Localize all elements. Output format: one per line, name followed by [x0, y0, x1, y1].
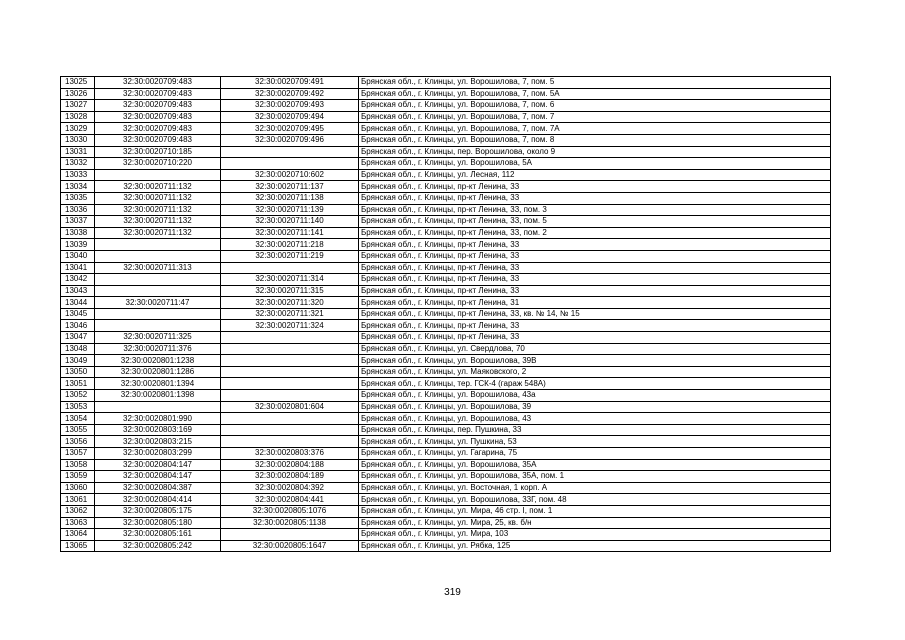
address-cell: Брянская обл., г. Клинцы, пр-кт Ленина, 33 — [359, 262, 831, 274]
building-cadastral-number-cell — [221, 262, 359, 274]
table-row — [61, 192, 831, 204]
table-row — [61, 77, 831, 89]
row-number-cell: 13043 — [61, 285, 95, 297]
building-cadastral-number-cell: 32:30:0020711:141 — [221, 227, 359, 239]
address-cell: Брянская обл., г. Клинцы, пер. Пушкина, 33 — [359, 424, 831, 436]
row-number-cell: 13052 — [61, 390, 95, 402]
address-cell: Брянская обл., г. Клинцы, ул. Мира, 25, кв. б/н — [359, 517, 831, 529]
address-cell: Брянская обл., г. Клинцы, пр-кт Ленина, 33 — [359, 181, 831, 193]
table-row — [61, 505, 831, 517]
building-cadastral-number-cell — [221, 332, 359, 344]
building-cadastral-number-cell: 32:30:0020709:495 — [221, 123, 359, 135]
row-number-cell: 13060 — [61, 482, 95, 494]
cadastral-number-cell: 32:30:0020709:483 — [95, 134, 221, 146]
cadastral-number-cell: 32:30:0020804:414 — [95, 494, 221, 506]
building-cadastral-number-cell — [221, 390, 359, 402]
row-number-cell: 13030 — [61, 134, 95, 146]
building-cadastral-number-cell: 32:30:0020711:321 — [221, 308, 359, 320]
address-cell: Брянская обл., г. Клинцы, пр-кт Ленина, 31 — [359, 297, 831, 309]
cadastral-number-cell: 32:30:0020711:132 — [95, 204, 221, 216]
cadastral-number-cell: 32:30:0020801:990 — [95, 413, 221, 425]
building-cadastral-number-cell — [221, 413, 359, 425]
row-number-cell: 13059 — [61, 471, 95, 483]
table-row — [61, 459, 831, 471]
building-cadastral-number-cell — [221, 343, 359, 355]
building-cadastral-number-cell: 32:30:0020804:189 — [221, 471, 359, 483]
address-cell: Брянская обл., г. Клинцы, ул. Ворошилова, 7, пом. 7 — [359, 111, 831, 123]
address-cell: Брянская обл., г. Клинцы, ул. Пушкина, 53 — [359, 436, 831, 448]
building-cadastral-number-cell: 32:30:0020710:602 — [221, 169, 359, 181]
row-number-cell: 13040 — [61, 250, 95, 262]
table-row — [61, 100, 831, 112]
table-row — [61, 320, 831, 332]
row-number-cell: 13056 — [61, 436, 95, 448]
row-number-cell: 13032 — [61, 158, 95, 170]
building-cadastral-number-cell: 32:30:0020711:315 — [221, 285, 359, 297]
address-cell: Брянская обл., г. Клинцы, ул. Рябка, 125 — [359, 540, 831, 552]
table-row — [61, 216, 831, 228]
address-cell: Брянская обл., г. Клинцы, пр-кт Ленина, 33 — [359, 239, 831, 251]
table-row — [61, 308, 831, 320]
table-row — [61, 436, 831, 448]
address-cell: Брянская обл., г. Клинцы, ул. Ворошилова, 7, пом. 8 — [359, 134, 831, 146]
row-number-cell: 13064 — [61, 529, 95, 541]
address-cell: Брянская обл., г. Клинцы, ул. Мира, 46 стр. I, пом. 1 — [359, 505, 831, 517]
row-number-cell: 13053 — [61, 401, 95, 413]
row-number-cell: 13049 — [61, 355, 95, 367]
row-number-cell: 13045 — [61, 308, 95, 320]
table-row — [61, 378, 831, 390]
row-number-cell: 13047 — [61, 332, 95, 344]
address-cell: Брянская обл., г. Клинцы, тер. ГСК-4 (гараж 548А) — [359, 378, 831, 390]
table-row — [61, 158, 831, 170]
row-number-cell: 13048 — [61, 343, 95, 355]
table-row — [61, 494, 831, 506]
address-cell: Брянская обл., г. Клинцы, ул. Ворошилова, 39В — [359, 355, 831, 367]
table-row — [61, 111, 831, 123]
table-row — [61, 169, 831, 181]
table-row — [61, 146, 831, 158]
building-cadastral-number-cell: 32:30:0020711:324 — [221, 320, 359, 332]
address-cell: Брянская обл., г. Клинцы, ул. Мира, 103 — [359, 529, 831, 541]
table-row — [61, 517, 831, 529]
cadastral-number-cell: 32:30:0020804:147 — [95, 471, 221, 483]
building-cadastral-number-cell — [221, 436, 359, 448]
cadastral-number-cell: 32:30:0020711:132 — [95, 192, 221, 204]
cadastral-number-cell: 32:30:0020709:483 — [95, 123, 221, 135]
table-row — [61, 123, 831, 135]
address-cell: Брянская обл., г. Клинцы, ул. Свердлова, 70 — [359, 343, 831, 355]
cadastral-number-cell: 32:30:0020711:47 — [95, 297, 221, 309]
row-number-cell: 13041 — [61, 262, 95, 274]
address-cell: Брянская обл., г. Клинцы, пр-кт Ленина, 33 — [359, 320, 831, 332]
row-number-cell: 13042 — [61, 274, 95, 286]
table-row — [61, 540, 831, 552]
row-number-cell: 13065 — [61, 540, 95, 552]
address-cell: Брянская обл., г. Клинцы, ул. Гагарина, 75 — [359, 448, 831, 460]
address-cell: Брянская обл., г. Клинцы, ул. Ворошилова, 7, пом. 6 — [359, 100, 831, 112]
cadastral-number-cell — [95, 239, 221, 251]
registry-table — [60, 76, 831, 552]
row-number-cell: 13055 — [61, 424, 95, 436]
building-cadastral-number-cell: 32:30:0020804:188 — [221, 459, 359, 471]
address-cell: Брянская обл., г. Клинцы, ул. Ворошилова, 35А, пом. 1 — [359, 471, 831, 483]
building-cadastral-number-cell: 32:30:0020711:137 — [221, 181, 359, 193]
cadastral-number-cell — [95, 250, 221, 262]
row-number-cell: 13054 — [61, 413, 95, 425]
building-cadastral-number-cell — [221, 355, 359, 367]
address-cell: Брянская обл., г. Клинцы, ул. Ворошилова, 39 — [359, 401, 831, 413]
cadastral-number-cell: 32:30:0020709:483 — [95, 111, 221, 123]
table-row — [61, 401, 831, 413]
cadastral-number-cell — [95, 285, 221, 297]
row-number-cell: 13063 — [61, 517, 95, 529]
building-cadastral-number-cell: 32:30:0020709:492 — [221, 88, 359, 100]
address-cell: Брянская обл., г. Клинцы, пр-кт Ленина, 33 — [359, 332, 831, 344]
building-cadastral-number-cell: 32:30:0020711:139 — [221, 204, 359, 216]
table-row — [61, 262, 831, 274]
table-row — [61, 88, 831, 100]
building-cadastral-number-cell: 32:30:0020711:138 — [221, 192, 359, 204]
address-cell: Брянская обл., г. Клинцы, ул. Маяковского, 2 — [359, 366, 831, 378]
address-cell: Брянская обл., г. Клинцы, ул. Ворошилова, 43а — [359, 390, 831, 402]
building-cadastral-number-cell: 32:30:0020803:376 — [221, 448, 359, 460]
row-number-cell: 13044 — [61, 297, 95, 309]
registry-table-body — [61, 77, 831, 552]
cadastral-number-cell — [95, 274, 221, 286]
row-number-cell: 13034 — [61, 181, 95, 193]
building-cadastral-number-cell: 32:30:0020805:1076 — [221, 505, 359, 517]
table-row — [61, 239, 831, 251]
row-number-cell: 13038 — [61, 227, 95, 239]
building-cadastral-number-cell — [221, 366, 359, 378]
building-cadastral-number-cell: 32:30:0020709:496 — [221, 134, 359, 146]
building-cadastral-number-cell: 32:30:0020711:320 — [221, 297, 359, 309]
address-cell: Брянская обл., г. Клинцы, ул. Лесная, 112 — [359, 169, 831, 181]
row-number-cell: 13062 — [61, 505, 95, 517]
table-row — [61, 529, 831, 541]
cadastral-number-cell: 32:30:0020709:483 — [95, 100, 221, 112]
cadastral-number-cell: 32:30:0020805:242 — [95, 540, 221, 552]
cadastral-number-cell: 32:30:0020711:313 — [95, 262, 221, 274]
cadastral-number-cell: 32:30:0020711:132 — [95, 216, 221, 228]
cadastral-number-cell: 32:30:0020711:132 — [95, 181, 221, 193]
table-row — [61, 181, 831, 193]
address-cell: Брянская обл., г. Клинцы, пр-кт Ленина, 33 — [359, 285, 831, 297]
cadastral-number-cell: 32:30:0020711:325 — [95, 332, 221, 344]
building-cadastral-number-cell: 32:30:0020709:491 — [221, 77, 359, 89]
cadastral-number-cell — [95, 401, 221, 413]
building-cadastral-number-cell: 32:30:0020711:314 — [221, 274, 359, 286]
building-cadastral-number-cell — [221, 378, 359, 390]
building-cadastral-number-cell — [221, 146, 359, 158]
address-cell: Брянская обл., г. Клинцы, ул. Ворошилова, 35А — [359, 459, 831, 471]
row-number-cell: 13039 — [61, 239, 95, 251]
row-number-cell: 13029 — [61, 123, 95, 135]
cadastral-number-cell — [95, 169, 221, 181]
table-row — [61, 297, 831, 309]
table-row — [61, 285, 831, 297]
address-cell: Брянская обл., г. Клинцы, ул. Ворошилова, 43 — [359, 413, 831, 425]
cadastral-number-cell: 32:30:0020803:299 — [95, 448, 221, 460]
cadastral-number-cell: 32:30:0020710:185 — [95, 146, 221, 158]
table-row — [61, 343, 831, 355]
cadastral-number-cell: 32:30:0020804:147 — [95, 459, 221, 471]
row-number-cell: 13035 — [61, 192, 95, 204]
address-cell: Брянская обл., г. Клинцы, пр-кт Ленина, 33 — [359, 274, 831, 286]
cadastral-number-cell: 32:30:0020709:483 — [95, 77, 221, 89]
cadastral-number-cell: 32:30:0020805:180 — [95, 517, 221, 529]
table-row — [61, 204, 831, 216]
building-cadastral-number-cell: 32:30:0020804:441 — [221, 494, 359, 506]
address-cell: Брянская обл., г. Клинцы, пр-кт Ленина, 33 — [359, 192, 831, 204]
table-row — [61, 471, 831, 483]
cadastral-number-cell: 32:30:0020803:169 — [95, 424, 221, 436]
building-cadastral-number-cell: 32:30:0020805:1647 — [221, 540, 359, 552]
row-number-cell: 13061 — [61, 494, 95, 506]
table-row — [61, 482, 831, 494]
row-number-cell: 13028 — [61, 111, 95, 123]
table-row — [61, 332, 831, 344]
row-number-cell: 13027 — [61, 100, 95, 112]
building-cadastral-number-cell: 32:30:0020711:218 — [221, 239, 359, 251]
address-cell: Брянская обл., г. Клинцы, ул. Ворошилова, 33Г, пом. 48 — [359, 494, 831, 506]
cadastral-number-cell: 32:30:0020804:387 — [95, 482, 221, 494]
table-row — [61, 274, 831, 286]
cadastral-number-cell: 32:30:0020801:1394 — [95, 378, 221, 390]
table-row — [61, 355, 831, 367]
address-cell: Брянская обл., г. Клинцы, ул. Ворошилова, 7, пом. 7А — [359, 123, 831, 135]
cadastral-number-cell: 32:30:0020801:1238 — [95, 355, 221, 367]
building-cadastral-number-cell — [221, 424, 359, 436]
cadastral-number-cell: 32:30:0020710:220 — [95, 158, 221, 170]
address-cell: Брянская обл., г. Клинцы, пр-кт Ленина, 33, пом. 3 — [359, 204, 831, 216]
row-number-cell: 13058 — [61, 459, 95, 471]
address-cell: Брянская обл., г. Клинцы, ул. Восточная, 1 корп. А — [359, 482, 831, 494]
cadastral-number-cell — [95, 320, 221, 332]
building-cadastral-number-cell: 32:30:0020709:493 — [221, 100, 359, 112]
cadastral-number-cell: 32:30:0020805:175 — [95, 505, 221, 517]
table-row — [61, 413, 831, 425]
row-number-cell: 13051 — [61, 378, 95, 390]
address-cell: Брянская обл., г. Клинцы, ул. Ворошилова, 7, пом. 5А — [359, 88, 831, 100]
address-cell: Брянская обл., г. Клинцы, пер. Ворошилова, около 9 — [359, 146, 831, 158]
cadastral-number-cell: 32:30:0020803:215 — [95, 436, 221, 448]
cadastral-number-cell: 32:30:0020805:161 — [95, 529, 221, 541]
building-cadastral-number-cell — [221, 158, 359, 170]
cadastral-number-cell: 32:30:0020711:132 — [95, 227, 221, 239]
address-cell: Брянская обл., г. Клинцы, пр-кт Ленина, 33, пом. 2 — [359, 227, 831, 239]
building-cadastral-number-cell: 32:30:0020805:1138 — [221, 517, 359, 529]
row-number-cell: 13037 — [61, 216, 95, 228]
building-cadastral-number-cell: 32:30:0020804:392 — [221, 482, 359, 494]
row-number-cell: 13026 — [61, 88, 95, 100]
table-row — [61, 227, 831, 239]
row-number-cell: 13057 — [61, 448, 95, 460]
cadastral-number-cell: 32:30:0020801:1398 — [95, 390, 221, 402]
table-row — [61, 366, 831, 378]
row-number-cell: 13036 — [61, 204, 95, 216]
address-cell: Брянская обл., г. Клинцы, ул. Ворошилова, 7, пом. 5 — [359, 77, 831, 89]
cadastral-number-cell — [95, 308, 221, 320]
row-number-cell: 13025 — [61, 77, 95, 89]
address-cell: Брянская обл., г. Клинцы, ул. Ворошилова, 5А — [359, 158, 831, 170]
page-number: 319 — [444, 587, 461, 598]
table-row — [61, 448, 831, 460]
building-cadastral-number-cell: 32:30:0020711:219 — [221, 250, 359, 262]
row-number-cell: 13031 — [61, 146, 95, 158]
table-row — [61, 134, 831, 146]
cadastral-number-cell: 32:30:0020711:376 — [95, 343, 221, 355]
building-cadastral-number-cell — [221, 529, 359, 541]
building-cadastral-number-cell: 32:30:0020709:494 — [221, 111, 359, 123]
table-row — [61, 250, 831, 262]
building-cadastral-number-cell: 32:30:0020711:140 — [221, 216, 359, 228]
table-row — [61, 424, 831, 436]
row-number-cell: 13046 — [61, 320, 95, 332]
address-cell: Брянская обл., г. Клинцы, пр-кт Ленина, 33, пом. 5 — [359, 216, 831, 228]
address-cell: Брянская обл., г. Клинцы, пр-кт Ленина, 33, кв. № 14, № 15 — [359, 308, 831, 320]
building-cadastral-number-cell: 32:30:0020801:604 — [221, 401, 359, 413]
cadastral-number-cell: 32:30:0020709:483 — [95, 88, 221, 100]
row-number-cell: 13033 — [61, 169, 95, 181]
row-number-cell: 13050 — [61, 366, 95, 378]
address-cell: Брянская обл., г. Клинцы, пр-кт Ленина, 33 — [359, 250, 831, 262]
cadastral-number-cell: 32:30:0020801:1286 — [95, 366, 221, 378]
table-row — [61, 390, 831, 402]
